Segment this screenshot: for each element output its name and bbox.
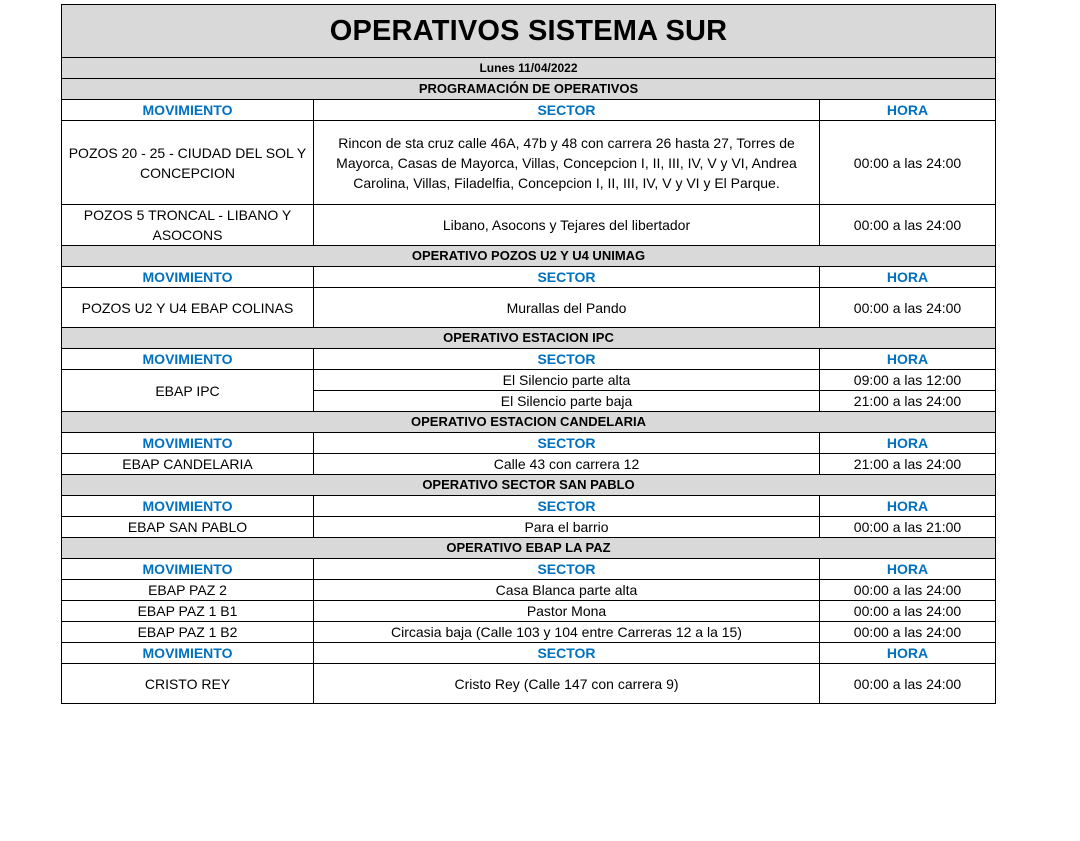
column-header-sector: SECTOR <box>314 433 820 454</box>
column-header-sector: SECTOR <box>314 559 820 580</box>
column-header-movimiento: MOVIMIENTO <box>62 349 314 370</box>
section-title: OPERATIVO ESTACION IPC <box>62 328 996 349</box>
movimiento-cell: EBAP IPC <box>62 370 314 412</box>
column-header-movimiento: MOVIMIENTO <box>62 433 314 454</box>
movimiento-cell: EBAP CANDELARIA <box>62 454 314 475</box>
column-header-movimiento: MOVIMIENTO <box>62 100 314 121</box>
column-header-hora: HORA <box>820 349 996 370</box>
column-header-hora: HORA <box>820 496 996 517</box>
table-row <box>62 664 996 704</box>
column-header-hora: HORA <box>820 100 996 121</box>
column-header-hora: HORA <box>820 559 996 580</box>
column-header-movimiento: MOVIMIENTO <box>62 267 314 288</box>
sector-cell: Cristo Rey (Calle 147 con carrera 9) <box>314 664 820 704</box>
column-header-hora: HORA <box>820 433 996 454</box>
movimiento-cell: EBAP SAN PABLO <box>62 517 314 538</box>
hora-cell: 00:00 a las 24:00 <box>820 288 996 328</box>
sector-cell: Rincon de sta cruz calle 46A, 47b y 48 con carrera 26 hasta 27, Torres de Mayorca, Casas de Mayorca, Villas, Concepcion I, II, III, IV, V y VI, Andrea Carolina, Villas, Filadelfia, Concepcion I, II, III, IV, V y VI y El Parque. <box>314 121 820 205</box>
sector-cell: Calle 43 con carrera 12 <box>314 454 820 475</box>
sector-cell: El Silencio parte alta <box>314 370 820 391</box>
column-header-sector: SECTOR <box>314 349 820 370</box>
table-row <box>62 580 996 601</box>
table-row <box>62 205 996 246</box>
hora-cell: 00:00 a las 24:00 <box>820 580 996 601</box>
sector-cell: Libano, Asocons y Tejares del libertador <box>314 205 820 246</box>
hora-cell: 00:00 a las 24:00 <box>820 664 996 704</box>
sheet-title: OPERATIVOS SISTEMA SUR <box>62 5 996 58</box>
table-row <box>62 622 996 643</box>
hora-cell: 00:00 a las 24:00 <box>820 205 996 246</box>
movimiento-cell: EBAP PAZ 1 B2 <box>62 622 314 643</box>
column-header-sector: SECTOR <box>314 100 820 121</box>
column-header-movimiento: MOVIMIENTO <box>62 559 314 580</box>
movimiento-cell: POZOS U2 Y U4 EBAP COLINAS <box>62 288 314 328</box>
sector-cell: Casa Blanca parte alta <box>314 580 820 601</box>
column-header-hora: HORA <box>820 643 996 664</box>
hora-cell: 21:00 a las 24:00 <box>820 454 996 475</box>
movimiento-cell: POZOS 5 TRONCAL - LIBANO Y ASOCONS <box>62 205 314 246</box>
hora-cell: 00:00 a las 21:00 <box>820 517 996 538</box>
sector-cell: Circasia baja (Calle 103 y 104 entre Carreras 12 a la 15) <box>314 622 820 643</box>
column-header-movimiento: MOVIMIENTO <box>62 643 314 664</box>
section-title: PROGRAMACIÓN DE OPERATIVOS <box>62 79 996 100</box>
movimiento-cell: EBAP PAZ 1 B1 <box>62 601 314 622</box>
hora-cell: 00:00 a las 24:00 <box>820 622 996 643</box>
sector-cell: Pastor Mona <box>314 601 820 622</box>
table-row <box>62 288 996 328</box>
column-header-hora: HORA <box>820 267 996 288</box>
hora-cell: 00:00 a las 24:00 <box>820 121 996 205</box>
table-row <box>62 517 996 538</box>
table-row <box>62 454 996 475</box>
column-header-sector: SECTOR <box>314 643 820 664</box>
hora-cell: 00:00 a las 24:00 <box>820 601 996 622</box>
column-header-sector: SECTOR <box>314 267 820 288</box>
sector-cell: Murallas del Pando <box>314 288 820 328</box>
table-row <box>62 601 996 622</box>
section-title: OPERATIVO SECTOR SAN PABLO <box>62 475 996 496</box>
sector-cell: Para el barrio <box>314 517 820 538</box>
table-row <box>62 121 996 205</box>
sector-cell: El Silencio parte baja <box>314 391 820 412</box>
movimiento-cell: POZOS 20 - 25 - CIUDAD DEL SOL Y CONCEPCION <box>62 121 314 205</box>
movimiento-cell: CRISTO REY <box>62 664 314 704</box>
section-title: OPERATIVO POZOS U2 Y U4 UNIMAG <box>62 246 996 267</box>
hora-cell: 21:00 a las 24:00 <box>820 391 996 412</box>
column-header-sector: SECTOR <box>314 496 820 517</box>
hora-cell: 09:00 a las 12:00 <box>820 370 996 391</box>
column-header-movimiento: MOVIMIENTO <box>62 496 314 517</box>
movimiento-cell: EBAP PAZ 2 <box>62 580 314 601</box>
section-title: OPERATIVO ESTACION CANDELARIA <box>62 412 996 433</box>
sheet-date: Lunes 11/04/2022 <box>62 58 996 79</box>
operativos-table <box>61 4 996 704</box>
section-title: OPERATIVO EBAP LA PAZ <box>62 538 996 559</box>
table-row <box>62 370 996 391</box>
